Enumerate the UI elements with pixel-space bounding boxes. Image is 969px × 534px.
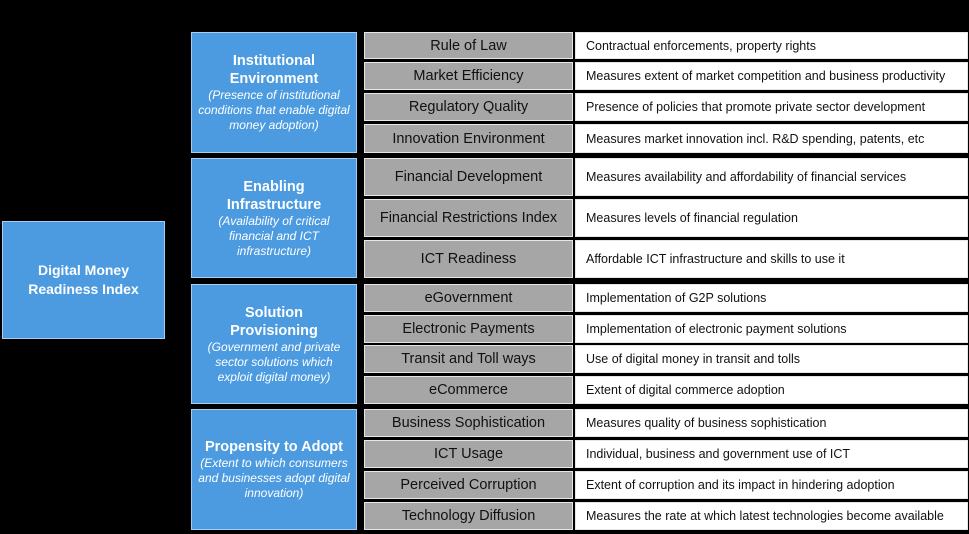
metric-description-text: Extent of corruption and its impact in hindering adoption: [586, 478, 895, 492]
metric-label: Financial Development: [394, 169, 543, 185]
root-index-box: [2, 221, 165, 339]
category-title: Enabling Infrastructure: [226, 178, 322, 213]
metric-label: Perceived Corruption: [400, 477, 537, 493]
metric-description-text: Affordable ICT infrastructure and skills to use it: [586, 252, 845, 266]
metric-label: Rule of Law: [430, 37, 507, 54]
metric-label: Business Sophistication: [391, 415, 546, 431]
metric-box-financial-restrictions-index: [364, 199, 573, 237]
category-box-institutional-environment: [191, 32, 357, 153]
metric-label: eGovernment: [424, 290, 513, 306]
metric-description-text: Measures the rate at which latest technologies become available: [586, 509, 944, 523]
metric-description-financial-restrictions-index: [575, 199, 968, 237]
metric-description-rule-of-law: [575, 32, 968, 59]
metric-description-business-sophistication: [575, 409, 968, 437]
category-box-enabling-infrastructure: [191, 158, 357, 278]
category-description: (Government and private sector solutions which exploit digital money): [207, 339, 341, 384]
metric-description-electronic-payments: [575, 315, 968, 343]
category-description: (Presence of institutional conditions that enable digital money adoption): [198, 88, 350, 132]
metric-description-text: Use of digital money in transit and tolls: [586, 352, 800, 366]
category-description: (Extent to which consumers and businesses adopt digital innovation): [198, 456, 350, 500]
metric-description-technology-diffusion: [575, 502, 968, 530]
metric-description-ict-usage: [575, 440, 968, 468]
metric-box-rule-of-law: [364, 32, 573, 59]
metric-description-financial-development: [575, 158, 968, 196]
metric-description-text: Implementation of G2P solutions: [586, 291, 767, 305]
category-box-solution-provisioning: [191, 284, 357, 404]
metric-description-innovation-environment: [575, 124, 968, 153]
metric-description-text: Measures extent of market competition and business productivity: [586, 69, 946, 83]
metric-description-transit-and-toll-ways: [575, 345, 968, 373]
metric-label: Transit and Toll ways: [401, 351, 536, 367]
metric-box-innovation-environment: [364, 124, 573, 153]
metric-description-text: Measures levels of financial regulation: [586, 211, 798, 225]
metric-box-regulatory-quality: [364, 93, 573, 121]
category-title: Institutional Environment: [229, 53, 319, 87]
metric-description-text: Measures availability and affordability of financial services: [586, 170, 907, 184]
metric-box-business-sophistication: [364, 409, 573, 437]
metric-description-text: Measures quality of business sophistication: [586, 416, 827, 430]
metric-description-market-efficiency: [575, 62, 968, 90]
metric-box-electronic-payments: [364, 315, 573, 343]
metric-label: ICT Readiness: [420, 251, 517, 267]
metric-box-transit-and-toll-ways: [364, 345, 573, 373]
metric-label: eCommerce: [429, 382, 508, 398]
metric-description-ict-readiness: [575, 240, 968, 278]
metric-box-market-efficiency: [364, 62, 573, 90]
metric-box-perceived-corruption: [364, 471, 573, 499]
metric-label: Market Efficiency: [413, 68, 524, 84]
metric-box-technology-diffusion: [364, 502, 573, 530]
metric-box-ecommerce: [364, 376, 573, 404]
metric-description-regulatory-quality: [575, 93, 968, 121]
metric-description-text: Implementation of electronic payment solutions: [586, 322, 847, 336]
category-title: Solution Provisioning: [230, 304, 318, 339]
metric-description-ecommerce: [575, 376, 968, 404]
metric-label: Electronic Payments: [402, 321, 535, 337]
metric-box-financial-development: [364, 158, 573, 196]
metric-label: Financial Restrictions Index: [379, 210, 558, 226]
metric-description-text: Presence of policies that promote private sector development: [586, 100, 926, 114]
metric-label: Regulatory Quality: [408, 99, 529, 115]
metric-box-egovernment: [364, 284, 573, 312]
metric-description-text: Measures market innovation incl. R&D spending, patents, etc: [586, 131, 925, 146]
metric-description-text: Contractual enforcements, property rights: [586, 38, 816, 53]
metric-description-text: Extent of digital commerce adoption: [586, 383, 785, 397]
category-title: Propensity to Adopt: [204, 439, 343, 455]
metric-description-text: Individual, business and government use of ICT: [586, 447, 851, 461]
category-description: (Availability of critical financial and ICT infrastructure): [218, 213, 330, 258]
metric-label: Innovation Environment: [392, 130, 545, 147]
metric-box-ict-usage: [364, 440, 573, 468]
metric-description-perceived-corruption: [575, 471, 968, 499]
root-index-label: Digital Money Readiness Index: [28, 262, 139, 297]
metric-description-egovernment: [575, 284, 968, 312]
metric-label: ICT Usage: [433, 446, 504, 462]
category-box-propensity-to-adopt: [191, 409, 357, 530]
metric-box-ict-readiness: [364, 240, 573, 278]
metric-label: Technology Diffusion: [401, 508, 536, 524]
